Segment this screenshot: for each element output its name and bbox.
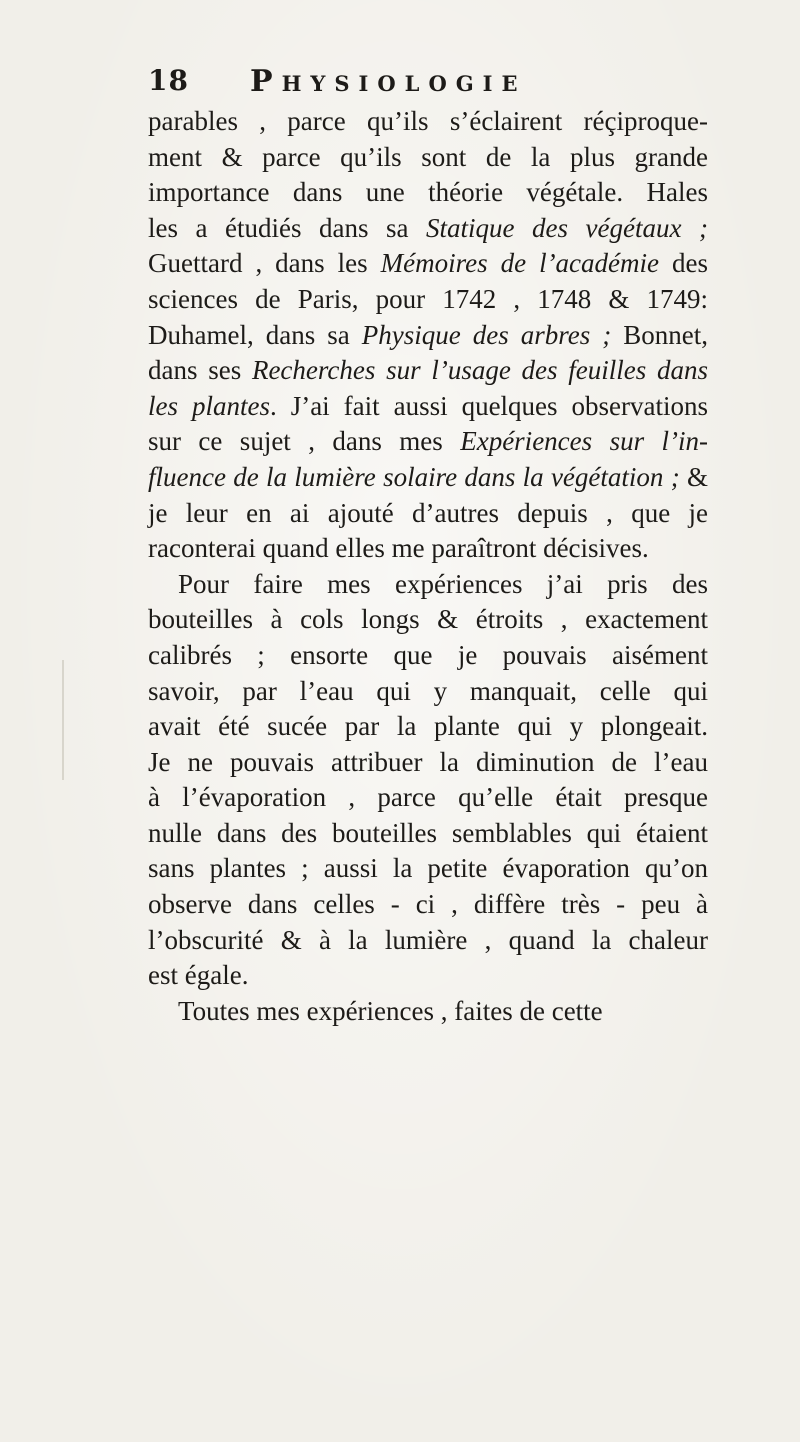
text-run: observe dans celles - ci , diffère très - peu à	[148, 889, 708, 920]
text-line	[148, 211, 708, 247]
text-line	[148, 460, 708, 496]
text-run: savoir, par l’eau qui y manquait, celle qui	[148, 675, 708, 706]
text-run: Je ne pouvais attribuer la diminution de l’eau	[148, 746, 708, 777]
text-line	[148, 851, 708, 887]
text-line	[148, 923, 708, 959]
text-run: sur ce sujet , dans mes	[148, 426, 461, 457]
text-line	[148, 104, 708, 140]
text-line	[148, 318, 708, 354]
italic-title: les plantes	[148, 390, 270, 421]
text-line	[148, 567, 708, 603]
text-line	[148, 780, 708, 816]
running-title: PHYSIOLOGIE	[250, 64, 527, 99]
text-run: parables , parce qu’ils s’éclairent réçiproque-	[148, 106, 708, 136]
text-run: Bonnet,	[611, 319, 709, 350]
text-line	[148, 175, 708, 211]
italic-title: Mémoires de l’académie	[380, 248, 660, 279]
text-line	[148, 246, 708, 282]
text-run: ment & parce qu’ils sont de la plus grande	[148, 141, 708, 172]
text-run: à l’évaporation , parce qu’elle était presque	[148, 782, 708, 813]
running-head	[148, 64, 578, 100]
text-line	[148, 745, 708, 781]
text-run: les a étudiés dans sa	[148, 212, 427, 243]
text-run: dans ses	[148, 355, 252, 386]
text-run: Guettard , dans les	[148, 248, 381, 279]
italic-title: Statique des végétaux ;	[426, 212, 708, 243]
text-run: avait été sucée par la plante qui y plongeait.	[148, 711, 708, 742]
text-run: sans plantes ; aussi la petite évaporation qu’on	[148, 853, 708, 884]
text-run: sciences de Paris, pour 1742 , 1748 & 1749:	[148, 283, 708, 314]
text-run: est égale.	[148, 960, 249, 991]
text-line	[148, 674, 708, 710]
text-line	[148, 816, 708, 852]
text-line	[148, 140, 708, 176]
text-run: nulle dans des bouteilles semblables qui étaient	[148, 817, 708, 848]
text-line	[148, 638, 708, 674]
text-line	[148, 496, 708, 532]
text-line	[148, 531, 708, 567]
page-number: 18	[148, 64, 189, 97]
text-run: calibrés ; ensorte que je pouvais aisément	[148, 639, 708, 670]
text-run: &	[679, 461, 708, 492]
text-run: bouteilles à cols longs & étroits , exactement	[148, 604, 708, 635]
italic-title: Physique des arbres ;	[361, 319, 612, 350]
text-line	[148, 424, 708, 460]
text-line	[148, 887, 708, 923]
text-run: Duhamel, dans sa	[148, 319, 362, 350]
text-run: Toutes mes expériences , faites de cette	[178, 995, 603, 1026]
text-line	[148, 602, 708, 638]
text-run: des	[659, 248, 708, 279]
text-line	[148, 282, 708, 318]
text-run: je leur en ai ajouté d’autres depuis , que je	[148, 497, 708, 528]
text-run: importance dans une théorie végétale. Hales	[148, 177, 708, 208]
italic-title: Expériences sur l’in-	[460, 426, 708, 457]
paper-crease	[62, 660, 64, 780]
text-line	[148, 958, 708, 994]
text-line	[148, 389, 708, 425]
text-run: raconterai quand elles me paraîtront décisives.	[148, 533, 649, 564]
text-run: Pour faire mes expériences j’ai pris des	[178, 568, 708, 599]
text-line	[148, 709, 708, 745]
italic-title: Recherches sur l’usage des feuilles dans	[251, 355, 708, 386]
text-run: l’obscurité & à la lumière , quand la chaleur	[148, 924, 708, 955]
body-text	[148, 104, 708, 1029]
text-run: . J’ai fait aussi quelques observations	[269, 390, 708, 421]
text-line	[148, 994, 708, 1030]
text-line	[148, 353, 708, 389]
italic-title: fluence de la lumière solaire dans la végétation ;	[148, 461, 680, 492]
